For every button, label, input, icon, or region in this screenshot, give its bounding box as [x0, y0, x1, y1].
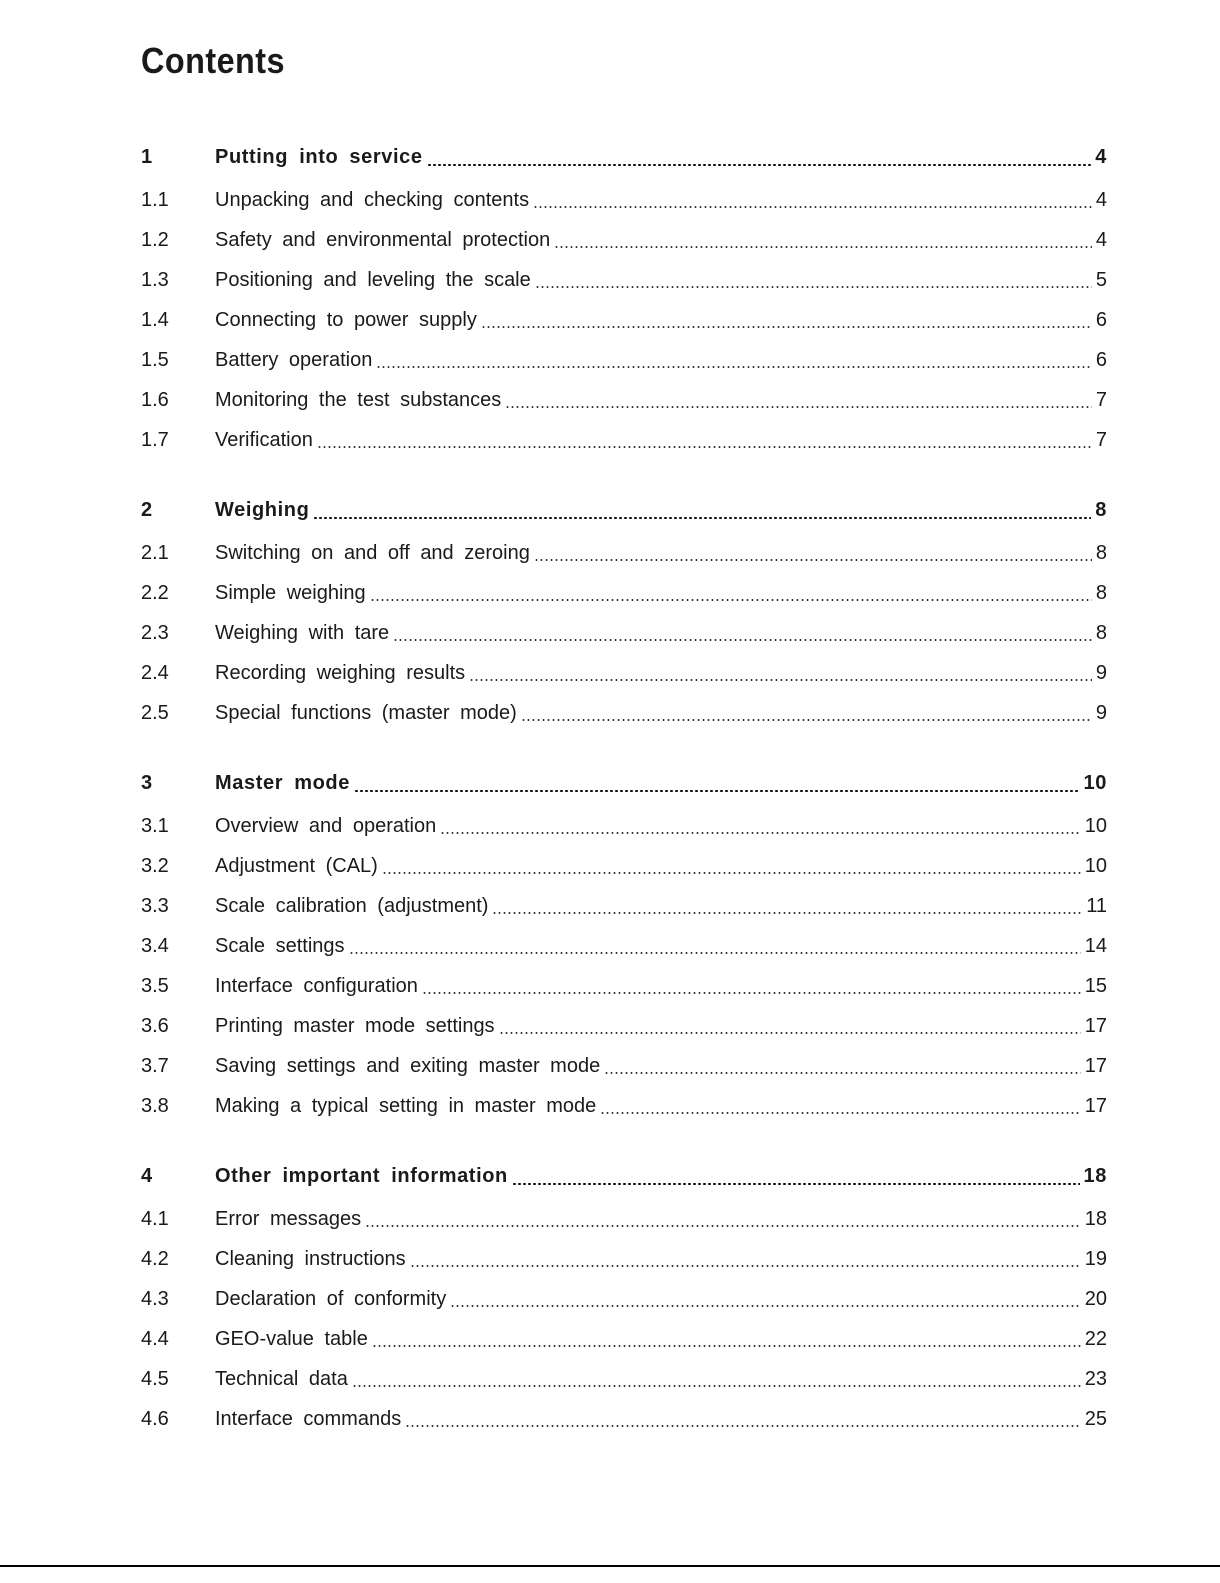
dot-leader: [376, 366, 1092, 368]
entry-title: Error messages: [215, 1208, 362, 1230]
dot-leader: [354, 790, 1080, 793]
entry-title: Printing master mode settings: [215, 1015, 495, 1037]
page-number: 14: [1084, 935, 1107, 957]
toc-entry[interactable]: [141, 180, 1107, 220]
dot-leader: [382, 872, 1081, 874]
dot-leader: [554, 246, 1092, 248]
entry-number: 1.4: [141, 309, 169, 331]
page-number: 18: [1084, 1208, 1107, 1230]
entry-number: 3.5: [141, 975, 169, 997]
dot-leader: [405, 1425, 1081, 1427]
entry-title: Adjustment (CAL): [215, 855, 378, 877]
page-number: 9: [1095, 662, 1107, 684]
dot-leader: [427, 164, 1092, 167]
entry-number: 3.1: [141, 815, 169, 837]
dot-leader: [352, 1385, 1081, 1387]
entry-title: Battery operation: [215, 349, 373, 371]
entry-title: Monitoring the test substances: [215, 389, 502, 411]
dot-leader: [505, 406, 1092, 408]
toc-entry[interactable]: [141, 533, 1107, 573]
entry-number: 1: [141, 146, 153, 168]
toc-entry[interactable]: [141, 573, 1107, 613]
page-number: 9: [1095, 702, 1107, 724]
dot-leader: [604, 1072, 1081, 1074]
dot-leader: [533, 206, 1092, 208]
entry-title: Unpacking and checking contents: [215, 189, 530, 211]
entry-title: Positioning and leveling the scale: [215, 269, 531, 291]
entry-title: Putting into service: [215, 146, 423, 168]
entry-number: 4.2: [141, 1248, 169, 1270]
entry-title: Switching on and off and zeroing: [215, 542, 530, 564]
entry-title: Weighing with tare: [215, 622, 390, 644]
page-bottom-rule: [0, 1565, 1220, 1567]
dot-leader: [521, 719, 1092, 721]
entry-title: Technical data: [215, 1368, 348, 1390]
toc-section-heading[interactable]: [141, 763, 1107, 806]
entry-title: Making a typical setting in master mode: [215, 1095, 597, 1117]
entry-number: 2.5: [141, 702, 169, 724]
page-number: 4: [1095, 189, 1107, 211]
entry-number: 4.4: [141, 1328, 169, 1350]
toc-entry[interactable]: [141, 1199, 1107, 1239]
dot-leader: [410, 1265, 1081, 1267]
page-number: 17: [1084, 1055, 1107, 1077]
entry-title: Verification: [215, 429, 313, 451]
page-number: 8: [1095, 499, 1107, 521]
page-number: 19: [1084, 1248, 1107, 1270]
toc-section: [141, 137, 1107, 460]
entry-number: 3.8: [141, 1095, 169, 1117]
entry-title: Connecting to power supply: [215, 309, 477, 331]
entry-title: GEO-value table: [215, 1328, 368, 1350]
page-number: 6: [1095, 349, 1107, 371]
entry-title: Recording weighing results: [215, 662, 466, 684]
page-number: 17: [1084, 1015, 1107, 1037]
toc-section: [141, 1156, 1107, 1439]
page-number: 6: [1095, 309, 1107, 331]
entry-number: 1.1: [141, 189, 169, 211]
toc-entry[interactable]: [141, 926, 1107, 966]
dot-leader: [600, 1112, 1080, 1114]
entry-number: 1.3: [141, 269, 169, 291]
toc-entry[interactable]: [141, 806, 1107, 846]
dot-leader: [349, 952, 1081, 954]
entry-number: 3.3: [141, 895, 169, 917]
page-number: 10: [1084, 815, 1107, 837]
entry-number: 1.2: [141, 229, 169, 251]
page-number: 8: [1095, 582, 1107, 604]
toc-entry[interactable]: [141, 846, 1107, 886]
dot-leader: [422, 992, 1081, 994]
entry-number: 1.6: [141, 389, 169, 411]
dot-leader: [440, 832, 1081, 834]
page-number: 11: [1086, 895, 1107, 917]
page-number: 20: [1084, 1288, 1107, 1310]
toc-entry[interactable]: [141, 420, 1107, 460]
toc-entry[interactable]: [141, 1279, 1107, 1319]
entry-title: Scale calibration (adjustment): [215, 895, 489, 917]
toc-entry[interactable]: [141, 1319, 1107, 1359]
entry-number: 1.7: [141, 429, 169, 451]
entry-number: 2.1: [141, 542, 169, 564]
toc-section-heading[interactable]: [141, 1156, 1107, 1199]
entry-title: Declaration of conformity: [215, 1288, 447, 1310]
entry-number: 2.3: [141, 622, 169, 644]
dot-leader: [317, 446, 1092, 448]
dot-leader: [372, 1345, 1081, 1347]
toc-entry[interactable]: [141, 1239, 1107, 1279]
entry-number: 1.5: [141, 349, 169, 371]
page-number: 15: [1084, 975, 1107, 997]
page-number: 8: [1095, 542, 1107, 564]
toc-section-heading[interactable]: [141, 490, 1107, 533]
entry-number: 4.5: [141, 1368, 169, 1390]
entry-number: 3.6: [141, 1015, 169, 1037]
page-number: 7: [1095, 429, 1107, 451]
toc-entry[interactable]: [141, 260, 1107, 300]
dot-leader: [313, 517, 1091, 520]
entry-title: Special functions (master mode): [215, 702, 517, 724]
dot-leader: [499, 1032, 1081, 1034]
entry-number: 4.3: [141, 1288, 169, 1310]
entry-number: 2.4: [141, 662, 169, 684]
entry-number: 2: [141, 499, 153, 521]
page-number: 25: [1084, 1408, 1107, 1430]
toc-section: [141, 490, 1107, 733]
dot-leader: [534, 559, 1092, 561]
entry-number: 3.2: [141, 855, 169, 877]
page-number: 10: [1083, 772, 1107, 794]
entry-title: Overview and operation: [215, 815, 437, 837]
page-number: 10: [1084, 855, 1107, 877]
entry-title: Interface commands: [215, 1408, 402, 1430]
entry-title: Scale settings: [215, 935, 345, 957]
entry-number: 3: [141, 772, 153, 794]
toc-entry[interactable]: [141, 380, 1107, 420]
toc-section: [141, 763, 1107, 1126]
dot-leader: [370, 599, 1092, 601]
toc-entry[interactable]: [141, 1006, 1107, 1046]
entry-number: 3.7: [141, 1055, 169, 1077]
toc-entry[interactable]: [141, 1046, 1107, 1086]
toc-entry[interactable]: [141, 300, 1107, 340]
entry-title: Master mode: [215, 772, 350, 794]
page-number: 4: [1095, 229, 1107, 251]
toc-entry[interactable]: [141, 1399, 1107, 1439]
entry-number: 2.2: [141, 582, 169, 604]
dot-leader: [393, 639, 1092, 641]
entry-number: 4: [141, 1165, 153, 1187]
dot-leader: [481, 326, 1092, 328]
page-number: 7: [1095, 389, 1107, 411]
toc-entry[interactable]: [141, 886, 1107, 926]
toc-entry[interactable]: [141, 340, 1107, 380]
page-number: 18: [1083, 1165, 1107, 1187]
page-number: 8: [1095, 622, 1107, 644]
table-of-contents: [141, 137, 1107, 1469]
page-number: 22: [1084, 1328, 1107, 1350]
entry-title: Saving settings and exiting master mode: [215, 1055, 601, 1077]
toc-entry[interactable]: [141, 613, 1107, 653]
page-number: 4: [1095, 146, 1107, 168]
entry-number: 4.6: [141, 1408, 169, 1430]
entry-number: 4.1: [141, 1208, 169, 1230]
entry-number: 3.4: [141, 935, 169, 957]
dot-leader: [492, 912, 1082, 914]
dot-leader: [535, 286, 1092, 288]
entry-title: Other important information: [215, 1165, 508, 1187]
page-number: 23: [1084, 1368, 1107, 1390]
entry-title: Cleaning instructions: [215, 1248, 406, 1270]
entry-title: Weighing: [215, 499, 310, 521]
dot-leader: [450, 1305, 1081, 1307]
entry-title: Simple weighing: [215, 582, 366, 604]
toc-section-heading[interactable]: [141, 137, 1107, 180]
dot-leader: [469, 679, 1092, 681]
page-number: 17: [1084, 1095, 1107, 1117]
page-number: 5: [1095, 269, 1107, 291]
toc-entry[interactable]: [141, 220, 1107, 260]
entry-title: Safety and environmental protection: [215, 229, 551, 251]
toc-entry[interactable]: [141, 1359, 1107, 1399]
dot-leader: [512, 1183, 1080, 1186]
dot-leader: [365, 1225, 1081, 1227]
toc-entry[interactable]: [141, 966, 1107, 1006]
toc-entry[interactable]: [141, 1086, 1107, 1126]
page-title: Contents: [141, 40, 285, 81]
entry-title: Interface configuration: [215, 975, 418, 997]
toc-entry[interactable]: [141, 693, 1107, 733]
toc-entry[interactable]: [141, 653, 1107, 693]
